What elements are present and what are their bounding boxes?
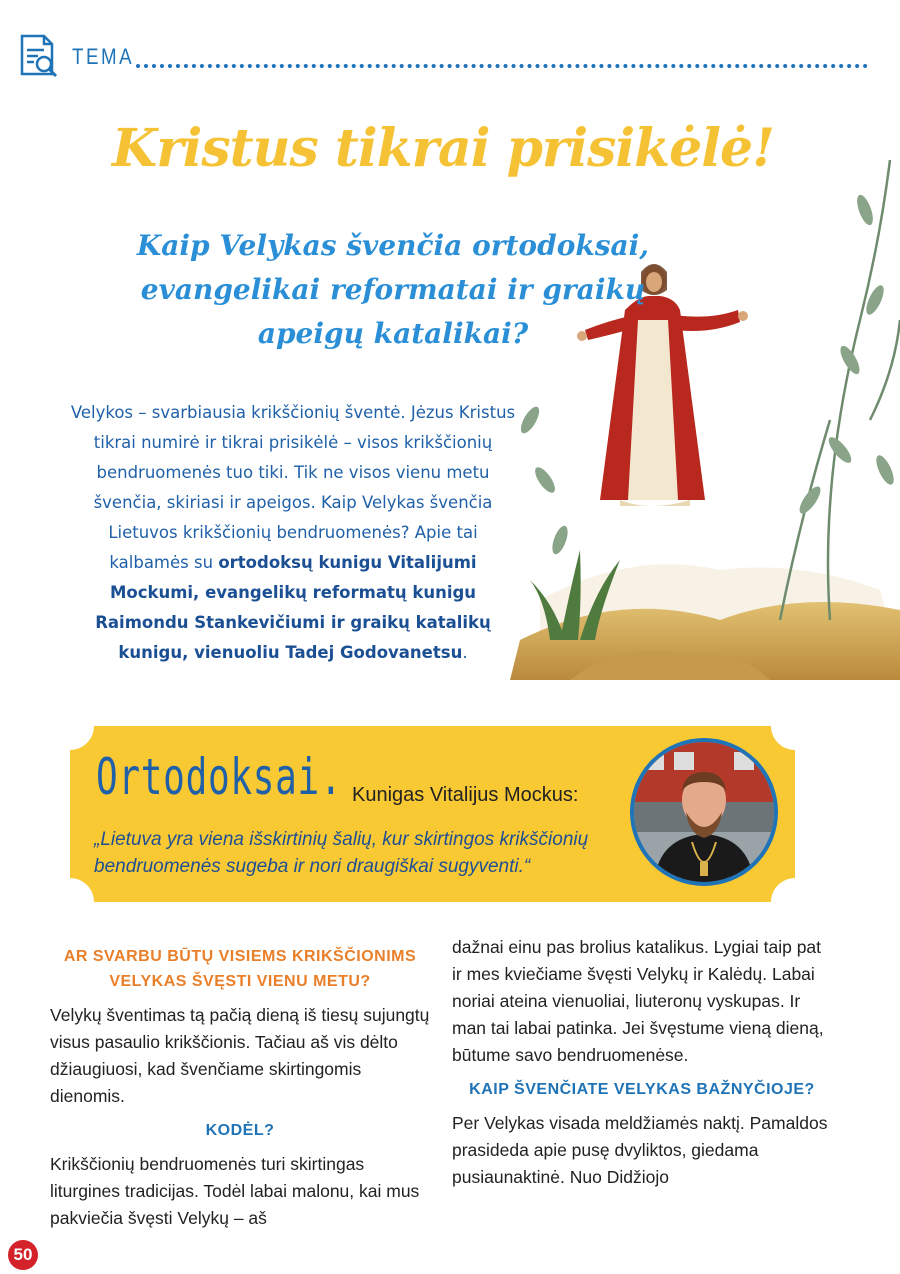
answer-paragraph-continued: dažnai einu pas brolius katalikus. Lygiai taip pat ir mes kviečiame švęsti Velykų ir Kalėdų. Labai noriai ateina vienuoliai, liuteronų vyskupas. Ir man tai labai patinka. Jei švęstume vieną dieną, būtume savo bendruomenėse. [452,937,824,1065]
intro-paragraph [68,398,518,668]
answer-paragraph: Velykų šventimas tą pačią dieną iš tiesų sujungtų visus pasaulio krikščionis. Tačiau aš vis dėlto džiaugiuosi, kad švenčiame skirtingomis dienomis. [50,1005,430,1106]
page-number: 50 [8,1240,38,1270]
page-header [18,34,868,84]
intro-bold-names: ortodoksų kunigu Vitalijumi Mockumi, evangelikų reformatų kunigu Raimondu Stankevičiumi ir graikų katalikų kunigu, vienuoliu Tadej Godovanetsu [95,553,491,662]
subtitle-line: apeigų katalikai? [257,317,529,350]
resurrection-illustration [500,120,900,710]
header-dotted-rule [136,64,868,68]
section-label: TEMA [72,44,135,69]
speaker-name: Kunigas Vitalijus Mockus: [352,784,579,806]
pull-quote: „Lietuva yra viena išskirtinių šalių, kur skirtingos krikščionių bendruomenės sugeba ir nori draugiškai sugyventi.“ [94,829,589,877]
question-heading: KODĖL? [205,1122,275,1139]
subtitle-line: evangelikai reformatai ir graikų [140,273,646,306]
portrait-image [634,742,774,882]
article-column-right [452,934,832,1191]
intro-end: . [462,643,468,662]
priest-portrait [630,738,778,886]
main-title: Kristus tikrai prisikėlė! [112,118,774,179]
subtitle [128,224,658,356]
document-search-icon [18,34,60,80]
article-column-left [50,944,430,1232]
question-heading: AR SVARBU BŪTŲ VISIEMS KRIKŠČIONIMS VELYKAS ŠVĘSTI VIENU METU? [63,948,417,990]
section-title: Ortodoksai. [96,748,343,806]
subtitle-line: Kaip Velykas švenčia ortodoksai, [136,229,650,262]
intro-text: Velykos – svarbiausia krikščionių šventė. Jėzus Kristus tikrai numirė ir tikrai prisikėlė – visos krikščionių bendruomenės tuo tiki. Tik ne visos vienu metu švenčia, skiriasi ir apeigos. Kaip Velykas švenčia Lietuvos krikščionių bendruomenės? Apie tai kalbamės su [70,403,516,572]
answer-paragraph: Krikščionių bendruomenės turi skirtingas liturgines tradicijas. Todėl labai malonu, kai mus pakviečia švęsti Velykų – aš [50,1154,420,1228]
question-heading: KAIP ŠVENČIATE VELYKAS BAŽNYČIOJE? [469,1081,815,1098]
answer-paragraph: Per Velykas visada meldžiamės naktį. Pamaldos prasideda apie pusę dvyliktos, giedama pusiaunaktinė. Nuo Didžiojo [452,1113,828,1187]
